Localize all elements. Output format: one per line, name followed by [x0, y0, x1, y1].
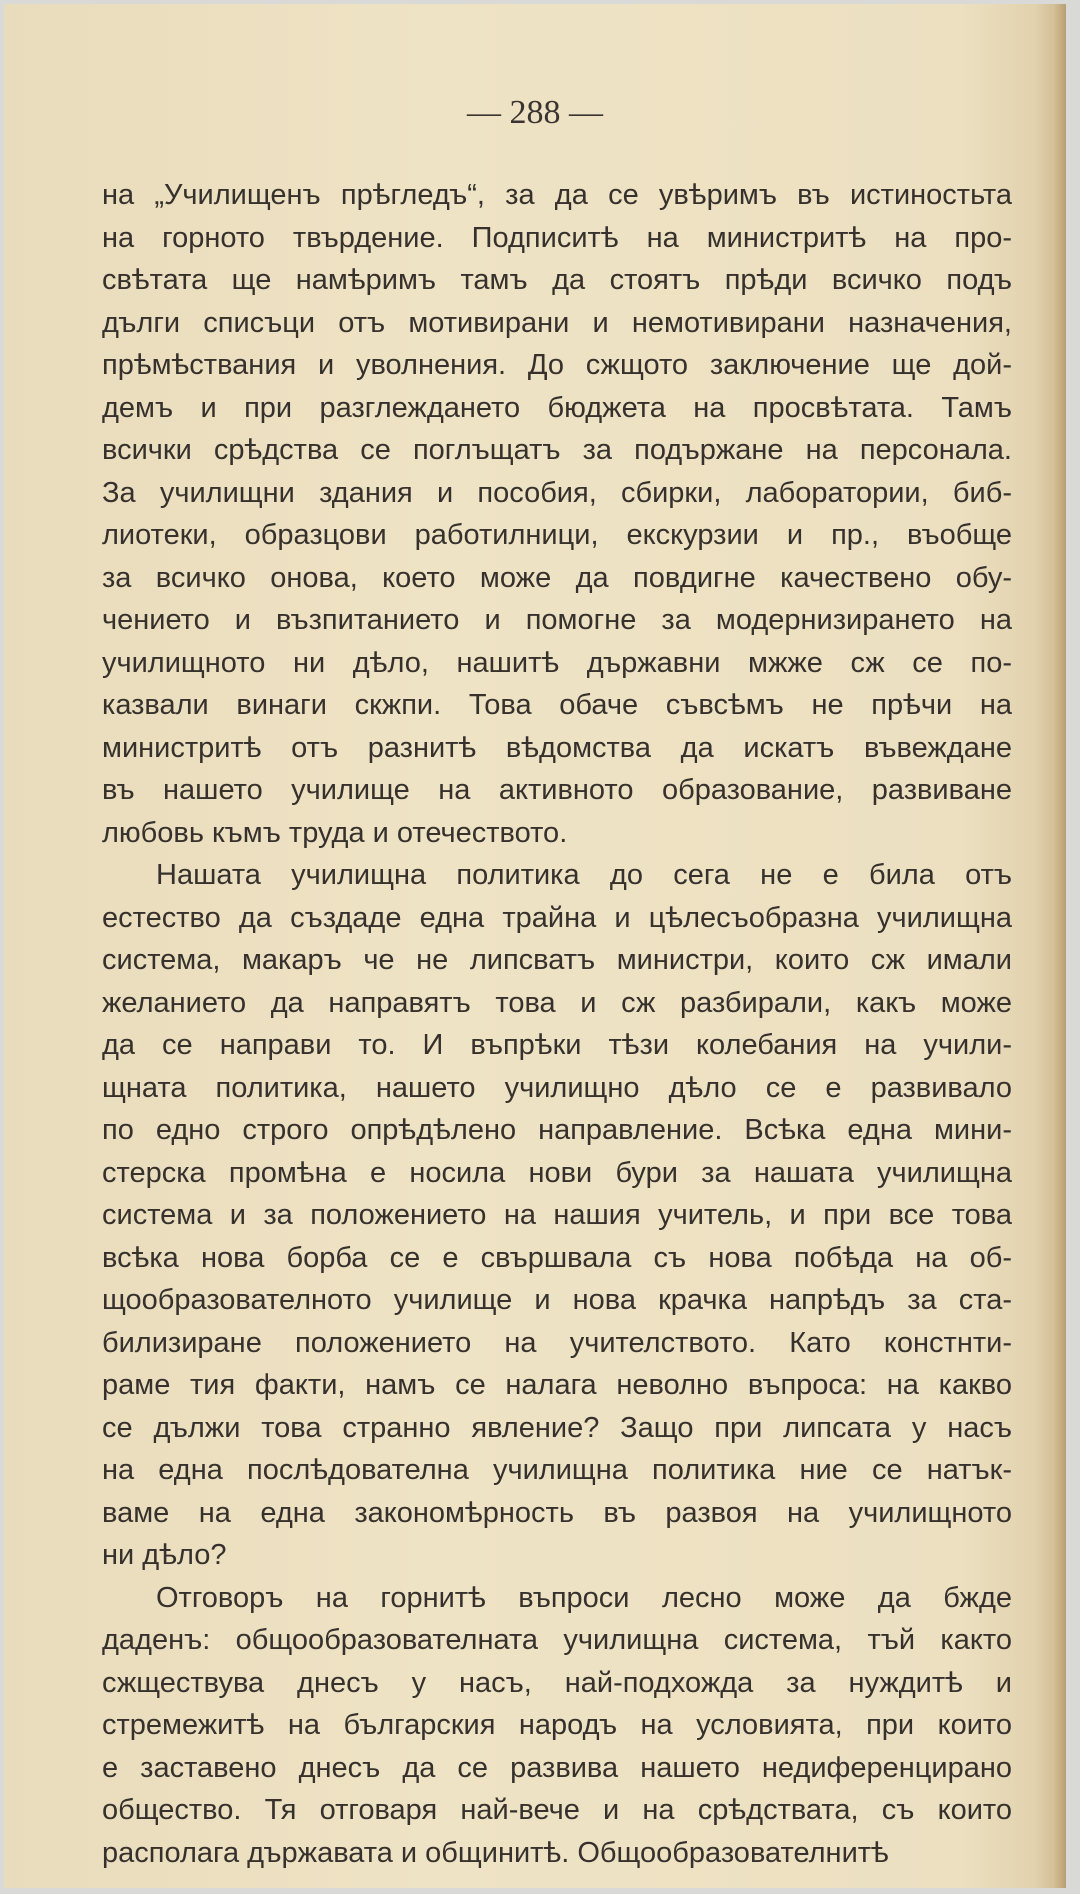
text-line: всѣка нова борба се е свършвала съ нова побѣда на об-: [102, 1241, 1012, 1274]
text-line: За училищни здания и пособия, сбирки, лаборатории, биб-: [102, 476, 1012, 509]
text-line: билизиране положението на учителството. Като констнти-: [102, 1326, 1012, 1359]
text-line: свѣтата ще намѣримъ тамъ да стоятъ прѣди всичко подъ: [102, 264, 1012, 296]
paragraph: [102, 854, 1012, 1577]
text-line: се дължи това странно явление? Защо при липсата у насъ: [102, 1411, 1012, 1444]
text-line: училищното ни дѣло, нашитѣ държавни мжже сж се по-: [102, 646, 1012, 679]
text-line: всички срѣдства се поглъщатъ за подържане на персонала.: [102, 434, 1012, 466]
text-line: раме тия факти, намъ се налага неволно въпроса: на какво: [102, 1369, 1012, 1401]
text-line: щната политика, нашето училищно дѣло се е развивало: [102, 1071, 1012, 1104]
text-line: ни дѣло?: [102, 1539, 227, 1571]
text-line: на горното твърдение. Подписитѣ на министритѣ на про-: [102, 221, 1012, 254]
text-line: естество да създаде една трайна и цѣлесъобразна училищна: [102, 901, 1012, 934]
paragraph: [102, 1577, 1012, 1875]
text-line: по едно строго опрѣдѣлено направление. Всѣка една мини-: [102, 1114, 1012, 1146]
text-line: за всичко онова, което може да повдигне качествено обу-: [102, 561, 1012, 594]
text-line: сжществува днесъ у насъ, най-подхожда за нуждитѣ и: [102, 1666, 1012, 1699]
text-line: на една послѣдователна училищна политика ние се натък-: [102, 1454, 1012, 1486]
paragraph: [102, 174, 1012, 854]
text-line: располага държавата и общинитѣ. Общообразователнитѣ: [102, 1836, 889, 1869]
page-number: — 288 —: [467, 94, 603, 131]
text-line: Нашата училищна политика до сега не е била отъ: [156, 859, 1012, 891]
text-line: стремежитѣ на българския народъ на условията, при които: [102, 1709, 1012, 1741]
text-line: любовь къмъ труда и отечеството.: [102, 816, 568, 849]
text-line: казвали винаги скжпи. Това обаче съвсѣмъ не прѣчи на: [102, 689, 1012, 721]
text-line: даденъ: общообразователната училищна система, тъй както: [102, 1624, 1012, 1656]
body-text: [102, 174, 1012, 1874]
text-line: система и за положението на нашия учитель, и при все това: [102, 1199, 1012, 1231]
text-line: стерска промѣна е носила нови бури за нашата училищна: [102, 1156, 1012, 1189]
book-page: [4, 4, 1066, 1888]
text-line: ваме на една закономѣрность въ развоя на училищното: [102, 1496, 1012, 1529]
text-line: дълги списъци отъ мотивирани и немотивирани назначения,: [102, 306, 1012, 339]
text-line: на „Училищенъ прѣгледъ“, за да се увѣримъ въ истиностьта: [102, 179, 1012, 211]
text-line: лиотеки, образцови работилници, екскурзии и пр., въобще: [102, 519, 1012, 551]
text-line: щообразователното училище и нова крачка напрѣдъ за ста-: [102, 1284, 1012, 1316]
text-line: общество. Тя отговаря най-вече и на срѣдствата, съ които: [102, 1794, 1012, 1826]
text-line: министритѣ отъ разнитѣ вѣдомства да искатъ въвеждане: [102, 731, 1012, 764]
text-line: прѣмѣствания и уволнения. До сжщото заключение ще дой-: [102, 349, 1012, 381]
text-line: Отговоръ на горнитѣ въпроси лесно може да бжде: [156, 1581, 1012, 1614]
text-line: въ нашето училище на активното образование, развиване: [102, 774, 1012, 806]
text-line: система, макаръ че не липсватъ министри, които сж имали: [102, 944, 1012, 976]
page-binding-edge: [1052, 4, 1066, 1888]
text-line: чението и възпитанието и помогне за модернизирането на: [102, 604, 1012, 636]
text-line: е заставено днесъ да се развива нашето недиференцирано: [102, 1751, 1012, 1784]
text-line: демъ и при разглеждането бюджета на просвѣтата. Тамъ: [102, 391, 1012, 424]
text-line: да се направи то. И въпрѣки тѣзи колебания на учили-: [102, 1029, 1012, 1061]
text-line: желанието да направятъ това и сж разбирали, какъ може: [102, 986, 1012, 1019]
